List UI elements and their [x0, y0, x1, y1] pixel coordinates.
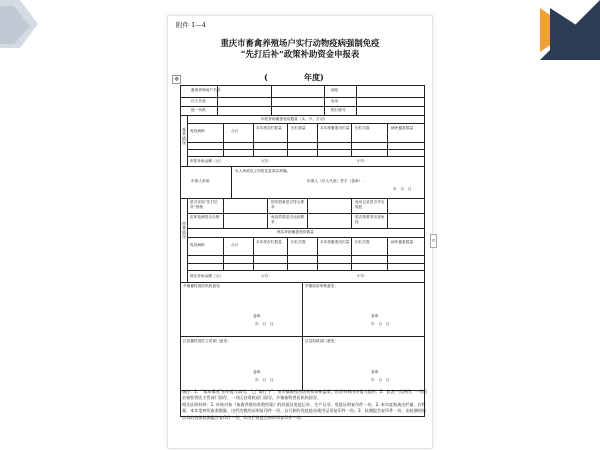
verify-amount-lower: 小写：: [357, 274, 369, 278]
county-finance-opinion-title: 区县财政部门意见：: [305, 339, 339, 343]
verify-amount-label: 核实补助金额（元）: [190, 274, 224, 278]
township-vet-opinion-title: 乡镇畜牧兽医机构意见：: [183, 284, 224, 288]
county-vet-seal: 盖章: [253, 370, 261, 374]
farm-name-label: 畜禽养殖场户名称: [191, 88, 221, 92]
review-side-label: 审查情况: [182, 221, 186, 240]
scroll-marker-icon[interactable]: ≡: [430, 234, 437, 248]
document-title-line2: “先打后补”政策补助资金申报表: [240, 49, 360, 59]
livestock-code-label: 统一代码: [191, 108, 206, 112]
year-label: 年度): [304, 72, 324, 82]
check-item-1: 是否实现“先打后补”资格: [190, 200, 218, 209]
table-move-handle-icon[interactable]: ✥: [173, 76, 180, 83]
county-finance-seal: 盖章: [371, 370, 379, 374]
verify-col-dead: 病死畜禽数量: [391, 240, 414, 244]
verify-col-stock: 本年度存栏数量: [256, 240, 282, 244]
document-page: [168, 16, 436, 448]
county-vet-opinion-title: 区县畜牧兽医主管部门意见：: [183, 339, 231, 343]
applicant-promise-text: 本人承诺以上申报信息真实准确。: [235, 169, 291, 173]
check-item-3: 免疫记录是否齐全规范: [355, 200, 385, 209]
footnotes: [182, 389, 428, 421]
legal-rep-label: 法人代表: [191, 99, 206, 103]
document-title-line1: 重庆市畜禽养殖场户实行动物疫病强制免疫: [220, 38, 380, 48]
verify-amount-upper: 大写：: [261, 274, 273, 278]
township-gov-date: 年 月 日: [371, 322, 390, 326]
verify-col-year-outflow: 本年度畜禽出栏量: [320, 240, 350, 244]
apply-col-times: 出栏次数: [355, 126, 370, 130]
verify-col-outflow: 出栏次数: [291, 240, 306, 244]
apply-amount-lower: 小写：: [357, 159, 369, 163]
attachment-label: 附件 1—4: [176, 21, 206, 29]
apply-col-stock: 本年度存栏数量: [256, 126, 282, 130]
check-item-4: 抗体检测是否合格: [190, 215, 220, 219]
year-open-paren: (: [264, 72, 268, 82]
apply-amount-upper: 大写：: [261, 159, 273, 163]
township-vet-seal: 盖章: [253, 314, 261, 318]
township-gov-opinion-title: 乡镇政府审核意见：: [305, 284, 339, 288]
applicant-promise-label: 申请人承诺: [191, 179, 210, 183]
township-vet-date: 年 月 日: [255, 322, 274, 326]
verify-col-total: 合计: [231, 243, 239, 247]
footnote-remark: 备注：1．“基本情况”由申报人填写，“□”请打“√”，由乡镇畜牧兽医机构审核盖章，佐证材料由申报人提供；2．此表一式两份，一份区县畜牧兽医主管部门留存，一份区县财政部门留存，乡镇畜牧兽医机构留存。: [182, 389, 428, 401]
phone-label: 电话: [331, 99, 339, 103]
check-item-5: 免疫效果是否达到要求: [271, 215, 305, 224]
bank-account-label: 银行账号: [331, 108, 346, 112]
check-item-6: 是否按要求完成免疫: [355, 215, 385, 224]
apply-col-total: 合计: [231, 129, 239, 133]
apply-col-dead: 病死畜禽数量: [391, 126, 414, 130]
verify-quantity-header: 核实补助畜禽免疫数量: [277, 230, 314, 234]
township-gov-seal: 盖章: [371, 314, 379, 318]
subsidy-application-form: [180, 85, 425, 417]
address-label: 地址: [331, 88, 339, 92]
footnote-materials: 相关证明材料：1. 补助对象《畜禽养殖场养殖档案》的封面及免疫记录、生产记录、免疫证明复印件一份。2. 本年度畜禽出栏量、存栏量、本年度病死畜禽数量、出栏次数的证明复印件一份，自行制作免疫疫苗使用记录复印件一份。3．检测报告复印件一份，由检测机构出具的抗体检测报告复印件一份，4.出栏检疫合格证明复印件一份。: [182, 401, 427, 420]
apply-col-year-outflow: 本年度畜禽出栏量: [320, 126, 350, 130]
county-vet-date: 年 月 日: [255, 378, 274, 382]
apply-amount-label: 申报补助金额（元）: [190, 159, 224, 163]
applicant-signature-label: 申请人（法人代表）签字（盖章）：: [307, 179, 366, 183]
apply-quantity-header: 申报补助畜禽免疫数量（头、只、万羽）: [261, 117, 328, 121]
apply-col-disease: 免疫病种: [190, 129, 205, 133]
slide-corner-decoration-right: [540, 0, 600, 60]
county-finance-date: 年 月 日: [371, 378, 390, 382]
check-item-2: 防疫档案是否符合要求: [271, 200, 305, 209]
slide-corner-decoration-left: [0, 0, 58, 58]
apply-col-outflow: 出栏数量: [291, 126, 306, 130]
verify-col-disease: 免疫病种: [190, 243, 205, 247]
applicant-date: 年 月 日: [393, 187, 412, 191]
basic-info-side-label: 基本情况: [182, 127, 186, 146]
verify-col-times: 出栏次数: [355, 240, 370, 244]
